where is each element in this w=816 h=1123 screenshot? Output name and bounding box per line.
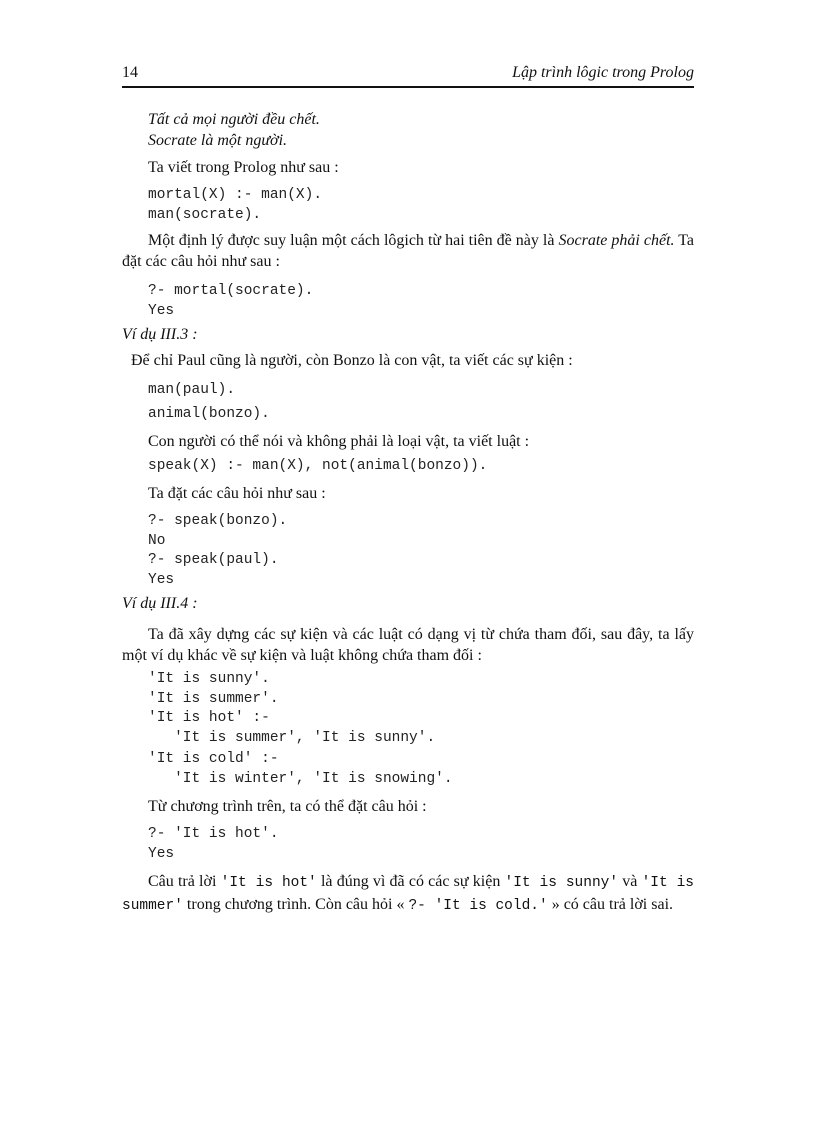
answer-text-5: » có câu trả lời sai.	[547, 896, 674, 913]
answer-code-1: 'It is hot'	[220, 875, 317, 891]
code-block-facts-hot: 'It is sunny'. 'It is summer'. 'It is hot' :- 'It is summer', 'It is sunny'.	[148, 671, 436, 746]
running-title: Lập trình lôgic trong Prolog	[512, 64, 694, 81]
question-intro-text: Từ chương trình trên, ta có thể đặt câu hỏi :	[148, 798, 427, 815]
code-block-query-mortal: ?- mortal(socrate). Yes	[148, 283, 314, 319]
premise-line-1: Tất cả mọi người đều chết.	[148, 111, 320, 128]
page-header	[122, 64, 694, 86]
example-4-paragraph: Ta đã xây dựng các sự kiện và các luật có dạng vị từ chứa tham đối, sau đây, ta lấy một ví dụ khác về sự kiện và luật không chứa tham đối :	[122, 626, 694, 664]
answer-code-3: 'It is summer'	[122, 875, 694, 914]
answer-text-1: Câu trả lời	[148, 873, 221, 890]
answer-text-2: là đúng vì đã có các sự kiện	[316, 873, 505, 890]
answer-paragraph	[122, 871, 694, 917]
answer-text-4: trong chương trình. Còn câu hỏi «	[182, 896, 409, 913]
query-intro-text: Ta đặt các câu hỏi như sau :	[148, 485, 326, 502]
code-block-mortal: mortal(X) :- man(X). man(socrate).	[148, 187, 323, 223]
code-block-query-speak: ?- speak(bonzo). No ?- speak(paul). Yes	[148, 513, 288, 588]
code-block-rule-cold: 'It is cold' :- 'It is winter', 'It is snowing'.	[148, 751, 453, 787]
code-block-query-hot: ?- 'It is hot'. Yes	[148, 826, 279, 862]
example-3-intro: Để chỉ Paul cũng là người, còn Bonzo là con vật, ta viết các sự kiện :	[131, 352, 573, 369]
code-fact-man: man(paul).	[148, 382, 236, 398]
header-rule	[122, 86, 694, 88]
theorem-tail: Ta đặt các câu hỏi như sau :	[122, 232, 695, 270]
example-4-heading: Ví dụ III.4 :	[122, 595, 198, 612]
answer-code-2: 'It is sunny'	[504, 875, 619, 891]
theorem-paragraph	[122, 230, 694, 272]
answer-text-3: và	[618, 873, 642, 890]
answer-code-4: ?- 'It is cold.'	[408, 898, 548, 914]
theorem-text: Một định lý được suy luận một cách lôgich từ hai tiên đề này là	[148, 232, 559, 249]
code-intro-text: Ta viết trong Prolog như sau :	[148, 159, 339, 176]
code-rule-speak: speak(X) :- man(X), not(animal(bonzo)).	[148, 458, 488, 474]
premise-line-2: Socrate là một người.	[148, 132, 288, 149]
code-fact-animal: animal(bonzo).	[148, 406, 270, 422]
theorem-italic: Socrate phải chết.	[558, 232, 675, 249]
rule-intro-text: Con người có thể nói và không phải là loại vật, ta viết luật :	[148, 433, 530, 450]
example-3-heading: Ví dụ III.3 :	[122, 326, 198, 343]
page-number: 14	[122, 64, 138, 81]
